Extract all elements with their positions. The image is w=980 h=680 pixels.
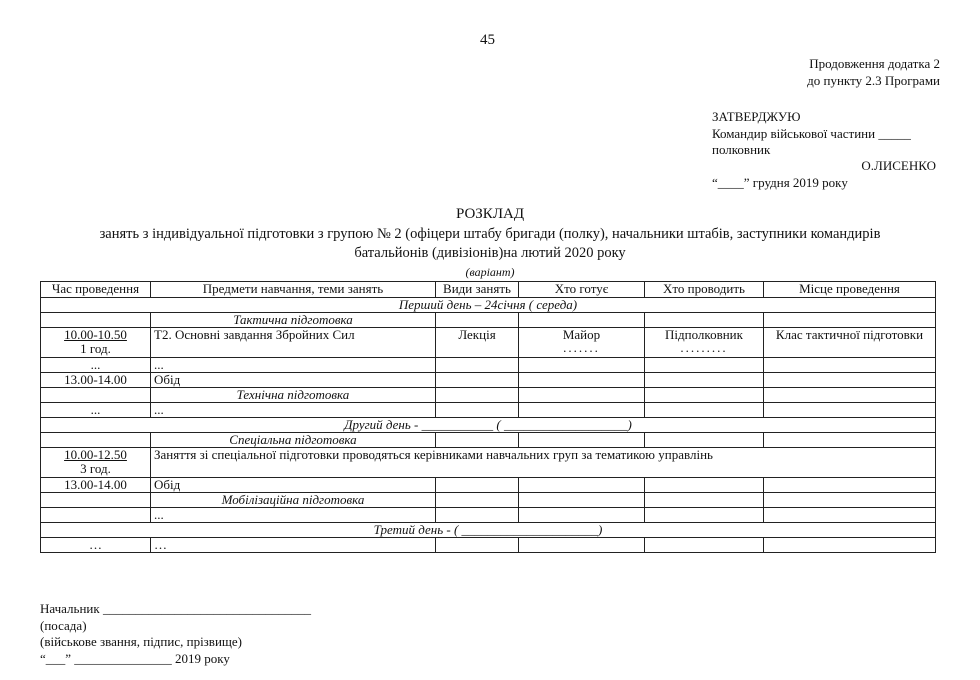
lesson-prepares — [519, 328, 645, 358]
ellipsis-cell: ... — [41, 403, 151, 418]
header-place: Місце проведення — [764, 282, 936, 298]
title-line-2: батальйонів (дивізіонів)на лютий 2020 року — [354, 245, 626, 261]
approve-commander: Командир військової частини _____ — [712, 126, 911, 141]
table-row — [41, 358, 936, 373]
lesson-place: Клас тактичної підготовки — [764, 328, 936, 358]
appendix-line-1: Продовження додатка 2 — [809, 56, 940, 71]
day-row — [41, 523, 936, 538]
ellipsis-cell: ... — [151, 358, 436, 373]
footer-chief: Начальник ________________________________ — [40, 601, 311, 616]
approve-word: ЗАТВЕРДЖУЮ — [712, 109, 801, 124]
table-row — [41, 478, 936, 493]
approve-date: “____” грудня 2019 року — [712, 175, 848, 190]
conducts-rank: Підполковник — [665, 327, 743, 342]
header-subjects: Предмети навчання, теми занять — [151, 282, 436, 298]
ellipsis-cell: … — [41, 538, 151, 553]
approve-name: О.ЛИСЕНКО — [861, 158, 936, 173]
footer-date: “___” _______________ 2019 року — [40, 651, 230, 666]
table-row — [41, 448, 936, 478]
ellipsis-cell: ... — [151, 403, 436, 418]
lunch-time: 13.00-14.00 — [41, 373, 151, 388]
day-row — [41, 418, 936, 433]
header-kind: Види занять — [436, 282, 519, 298]
section-mobilization: Мобілізаційна підготовка — [151, 493, 436, 508]
day-1-label: Перший день – 24січня ( середа) — [41, 298, 936, 313]
duration: 1 год. — [80, 341, 111, 356]
document-title: РОЗКЛАД — [455, 206, 525, 222]
section-technical: Технічна підготовка — [151, 388, 436, 403]
approve-rank: полковник — [712, 142, 771, 157]
ellipsis-cell: ... — [41, 358, 151, 373]
footer-position: (посада) — [40, 618, 87, 633]
section-row — [41, 313, 936, 328]
header-prepares: Хто готує — [519, 282, 645, 298]
table-header-row — [41, 282, 936, 298]
section-tactical: Тактична підготовка — [151, 313, 436, 328]
table-row — [41, 403, 936, 418]
lunch-time: 13.00-14.00 — [41, 478, 151, 493]
day-2-label: Другий день - ___________ ( ___________________) — [41, 418, 936, 433]
prepares-dots: ....... — [563, 340, 600, 355]
ellipsis-cell: … — [151, 538, 436, 553]
table-row — [41, 538, 936, 553]
lunch-label: Обід — [151, 478, 436, 493]
header-time: Час проведення — [41, 282, 151, 298]
prepares-rank: Майор — [562, 327, 601, 342]
page-number: 45 — [480, 32, 495, 48]
table-row — [41, 373, 936, 388]
lesson-time — [41, 328, 151, 358]
lesson-topic: Т2. Основні завдання Збройних Сил — [151, 328, 436, 358]
ellipsis-cell: ... — [151, 508, 436, 523]
lesson-time — [41, 448, 151, 478]
special-training-note: Заняття зі спеціальної підготовки проводяться керівниками навчальних груп за тематикою управлінь — [151, 448, 936, 478]
section-row — [41, 388, 936, 403]
title-line-1: занять з індивідуальної підготовки з групою № 2 (офіцери штабу бригади (полку), начальники штабів, заступники командирів — [99, 226, 881, 242]
day-row — [41, 298, 936, 313]
lesson-conducts — [645, 328, 764, 358]
day-3-label: Третий день - ( _____________________) — [41, 523, 936, 538]
header-conducts: Хто проводить — [645, 282, 764, 298]
section-special: Спеціальна підготовка — [151, 433, 436, 448]
table-row — [41, 508, 936, 523]
conducts-dots: ......... — [680, 340, 728, 355]
appendix-line-2: до пункту 2.3 Програми — [807, 73, 940, 88]
time-range: 10.00-10.50 — [64, 327, 127, 342]
section-row — [41, 433, 936, 448]
title-variant: (варіант) — [465, 265, 515, 279]
time-range: 10.00-12.50 — [64, 447, 127, 462]
lesson-kind: Лекція — [436, 328, 519, 358]
table-row — [41, 328, 936, 358]
schedule-table — [40, 281, 936, 553]
lunch-label: Обід — [151, 373, 436, 388]
duration: 3 год. — [80, 461, 111, 476]
section-row — [41, 493, 936, 508]
footer-signature-line: (військове звання, підпис, прізвище) — [40, 634, 243, 649]
